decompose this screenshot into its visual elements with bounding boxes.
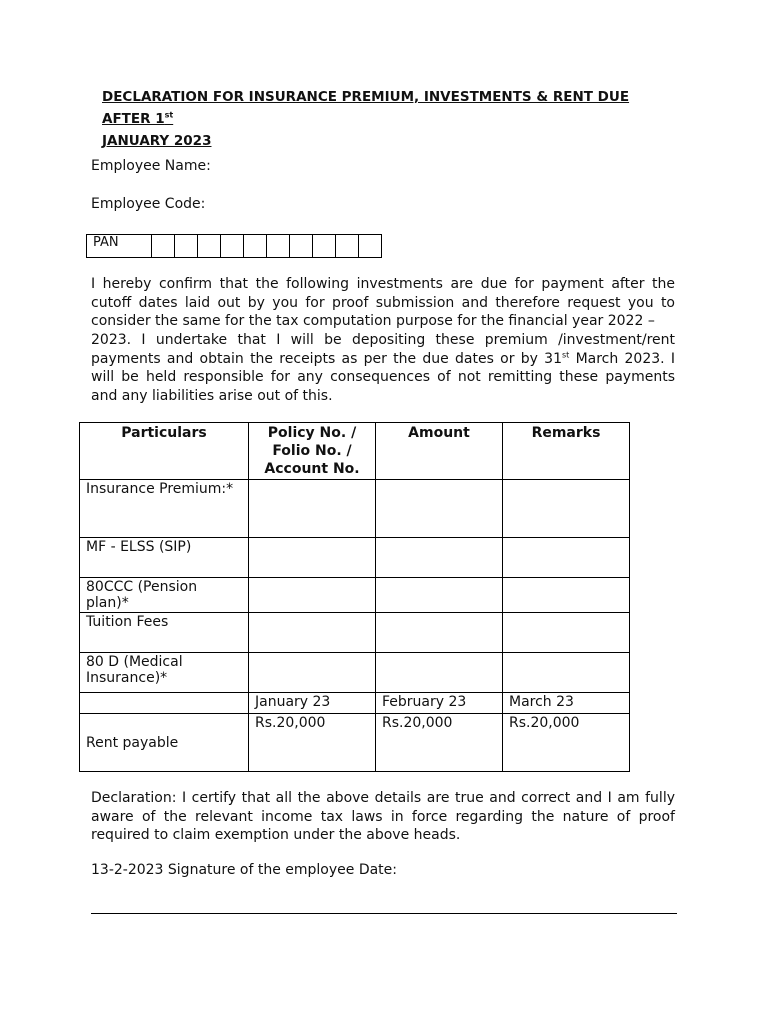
month-february: February 23 [376,693,503,714]
remarks-cell[interactable] [503,480,630,538]
empty-cell [80,693,249,714]
row-label: 80CCC (Pension plan)* [80,578,249,613]
amount-cell[interactable] [376,538,503,578]
table-row [80,480,630,538]
remarks-cell[interactable] [503,538,630,578]
policy-cell[interactable] [249,538,376,578]
pan-box[interactable] [313,235,336,258]
month-march: March 23 [503,693,630,714]
header-particulars: Particulars [80,423,249,480]
row-label: Insurance Premium:* [80,480,249,538]
pan-grid [86,234,382,258]
investments-table [79,422,630,772]
pan-label: PAN [87,235,152,258]
table-row [80,653,630,693]
row-label: MF - ELSS (SIP) [80,538,249,578]
employee-code-label: Employee Code: [91,196,206,212]
signature-date-label: 13-2-2023 Signature of the employee Date: [91,862,397,878]
paragraph-text-b: March 2023. I will be held responsible for any consequences of not remitting these payments and any liabilities arise out of this. [91,350,675,404]
table-row [80,578,630,613]
paragraph-text-a: 2023. I undertake that I will be depositing these premium /investment/rent payments and obtain the receipts as per the due dates or by 31 [91,332,675,367]
table-row [80,538,630,578]
declaration-text: Declaration: I certify that all the above details are true and correct and I am fully aware of the relevant income tax laws in force regarding the nature of proof required to claim exemption under the above heads. [91,790,675,843]
policy-cell[interactable] [249,480,376,538]
row-label: Tuition Fees [80,613,249,653]
confirmation-paragraph-1: I hereby confirm that the following investments are due for payment after the cutoff dates laid out by you for proof submission and therefore request you to consider the same for the tax computation purpose for the financial year 2022 – [91,276,675,329]
document-title [102,86,682,152]
pan-box[interactable] [336,235,359,258]
rent-amount-march: Rs.20,000 [503,714,630,772]
rent-row [80,714,630,772]
header-remarks: Remarks [503,423,630,480]
pan-box[interactable] [267,235,290,258]
remarks-cell[interactable] [503,613,630,653]
rent-label: Rent payable [80,714,249,772]
paragraph-superscript: st [562,349,570,359]
title-line-1: DECLARATION FOR INSURANCE PREMIUM, INVESTMENTS & RENT DUE AFTER 1 [102,89,630,127]
signature-line [91,913,677,914]
rent-amount-february: Rs.20,000 [376,714,503,772]
title-line-2: JANUARY 2023 [102,133,212,149]
policy-cell[interactable] [249,578,376,613]
policy-cell[interactable] [249,613,376,653]
pan-box[interactable] [152,235,175,258]
remarks-cell[interactable] [503,578,630,613]
policy-cell[interactable] [249,653,376,693]
amount-cell[interactable] [376,578,503,613]
month-january: January 23 [249,693,376,714]
title-superscript: st [164,110,174,120]
confirmation-paragraph-2 [91,331,675,405]
header-policy-no: Policy No. / Folio No. / Account No. [249,423,376,480]
employee-name-label: Employee Name: [91,158,211,174]
amount-cell[interactable] [376,653,503,693]
rent-amount-january: Rs.20,000 [249,714,376,772]
row-label: 80 D (Medical Insurance)* [80,653,249,693]
header-amount: Amount [376,423,503,480]
pan-box[interactable] [359,235,382,258]
amount-cell[interactable] [376,480,503,538]
pan-box[interactable] [290,235,313,258]
table-row [80,613,630,653]
pan-box[interactable] [221,235,244,258]
pan-box[interactable] [175,235,198,258]
months-row [80,693,630,714]
pan-box[interactable] [244,235,267,258]
remarks-cell[interactable] [503,653,630,693]
amount-cell[interactable] [376,613,503,653]
pan-box[interactable] [198,235,221,258]
